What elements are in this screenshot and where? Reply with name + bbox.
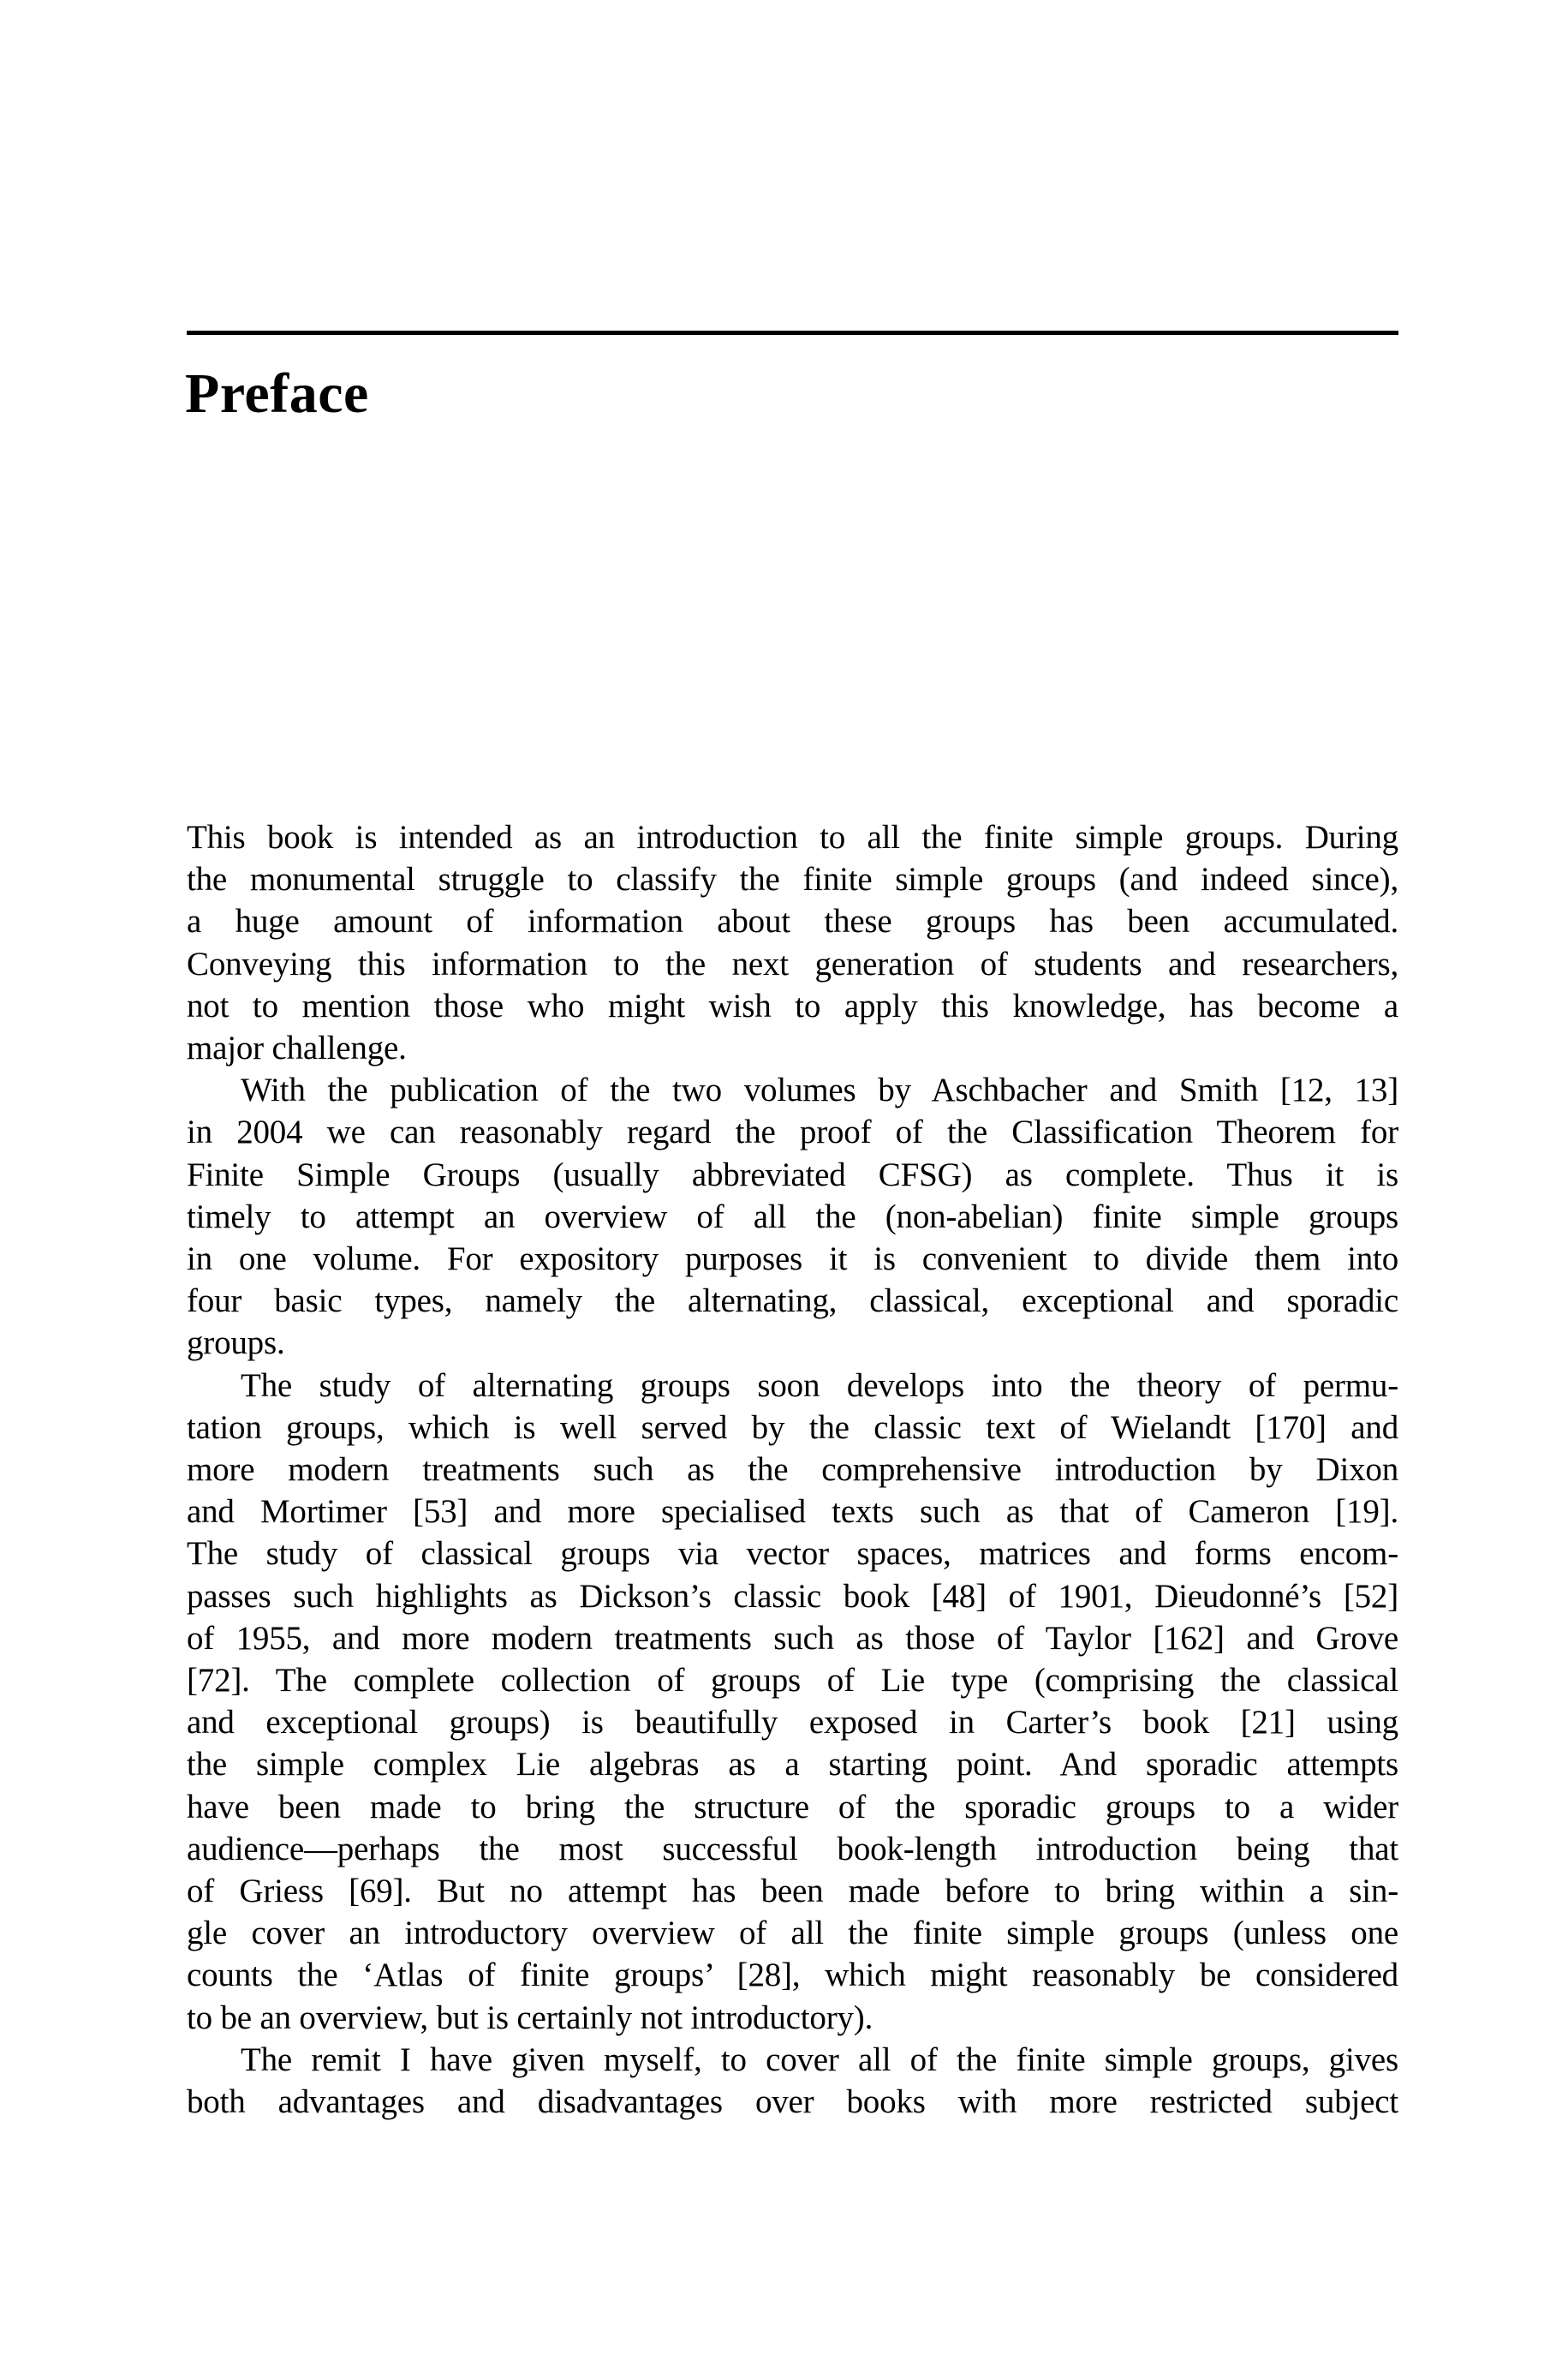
text-line: Conveying this information to the next generation of students and researchers, [187,945,1398,983]
paragraph [187,816,1398,1069]
text-line: counts the ‘Atlas of finite groups’ [28], which might reasonably be considered [187,1957,1398,1994]
text-line: not to mention those who might wish to apply this knowledge, has become a [187,987,1398,1025]
paragraph [187,2039,1398,2123]
text-line: to be an overview, but is certainly not introductory). [187,1999,873,2036]
text-line: the simple complex Lie algebras as a starting point. And sporadic attempts [187,1746,1398,1784]
text-line: and exceptional groups) is beautifully exposed in Carter’s book [21] using [187,1704,1398,1742]
text-line: major challenge. [187,1030,407,1067]
preface-body [187,816,1398,2123]
text-line: This book is intended as an introduction to all the finite simple groups. During [187,819,1398,856]
text-line: both advantages and disadvantages over books with more restricted subject [187,2083,1398,2121]
text-line: groups. [187,1324,285,1362]
chapter-head-rule [187,331,1398,335]
text-line: four basic types, namely the alternating, classical, exceptional and sporadic [187,1282,1398,1320]
text-line: have been made to bring the structure of the sporadic groups to a wider [187,1788,1398,1825]
text-line: of 1955, and more modern treatments such as those of Taylor [162] and Grove [187,1619,1398,1657]
text-line: in 2004 we can reasonably regard the proof of the Classification Theorem for [187,1114,1398,1151]
text-line: The study of alternating groups soon develops into the theory of permu- [241,1366,1398,1404]
text-line: more modern treatments such as the comprehensive introduction by Dixon [187,1451,1398,1489]
text-line: The remit I have given myself, to cover all of the finite simple groups, gives [241,2040,1398,2078]
text-line: timely to attempt an overview of all the (non-abelian) finite simple groups [187,1198,1398,1235]
text-line: of Griess [69]. But no attempt has been made before to bring within a sin- [187,1873,1398,1910]
text-line: The study of classical groups via vector spaces, matrices and forms encom- [187,1535,1398,1573]
text-line: the monumental struggle to classify the finite simple groups (and indeed since), [187,861,1398,899]
chapter-title: Preface [185,362,369,425]
paragraph [187,1069,1398,1364]
text-line: tation groups, which is well served by the classic text of Wielandt [170] and [187,1408,1398,1446]
text-line: audience—perhaps the most successful book-length introduction being that [187,1830,1398,1867]
text-line: in one volume. For expository purposes it is convenient to divide them into [187,1240,1398,1278]
text-line: [72]. The complete collection of groups of Lie type (comprising the classical [187,1662,1398,1700]
text-line: passes such highlights as Dickson’s classic book [48] of 1901, Dieudonné’s [52] [187,1577,1398,1615]
text-line: With the publication of the two volumes by Aschbacher and Smith [12, 13] [241,1072,1398,1109]
text-line: gle cover an introductory overview of all the finite simple groups (unless one [187,1915,1398,1952]
paragraph [187,1365,1398,2039]
text-line: and Mortimer [53] and more specialised texts such as that of Cameron [19]. [187,1493,1398,1531]
text-line: a huge amount of information about these groups has been accumulated. [187,903,1398,941]
text-line: Finite Simple Groups (usually abbreviated CFSG) as complete. Thus it is [187,1156,1398,1193]
